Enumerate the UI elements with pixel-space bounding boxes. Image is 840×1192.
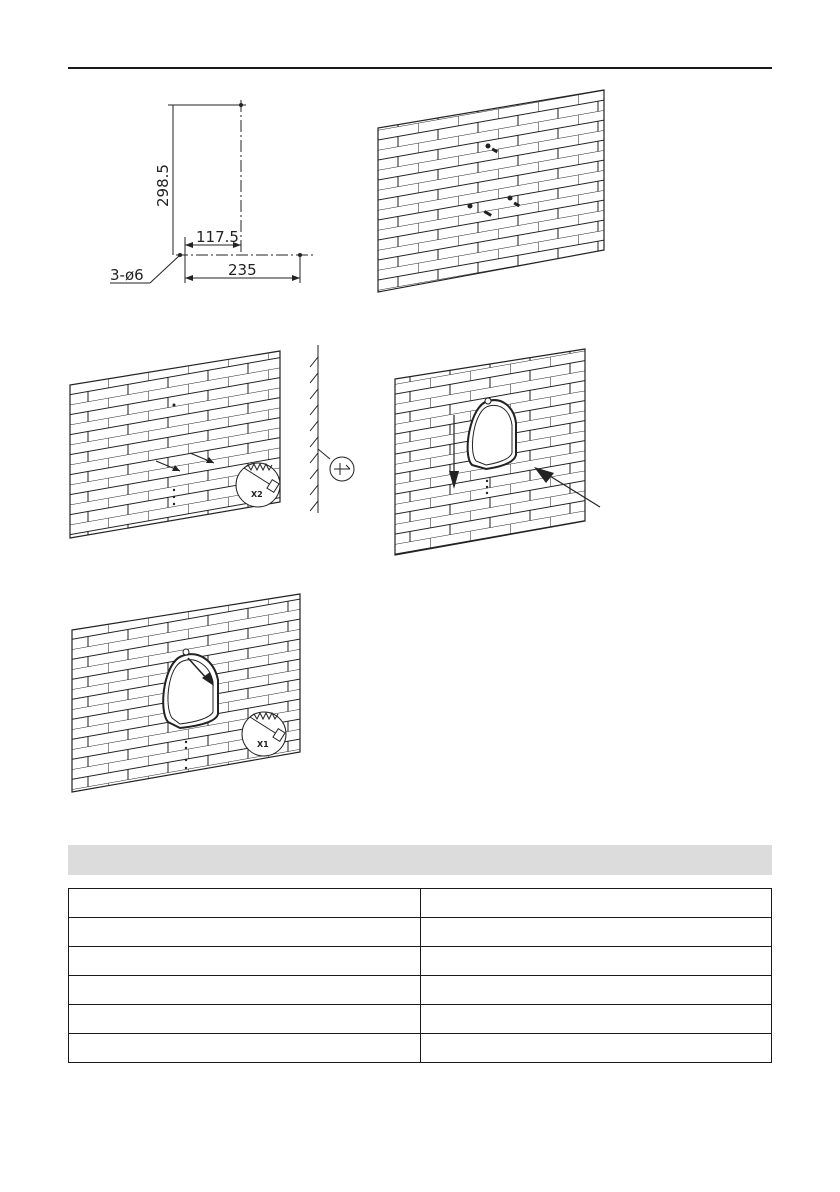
wall-drilling-illustration: [378, 90, 608, 295]
dimension-drawing: [100, 95, 330, 295]
hole-callout-label: 3-ø6: [110, 266, 144, 284]
table-cell: [69, 947, 421, 976]
table-row: [69, 889, 772, 918]
screw-qty-x1: X1: [257, 740, 269, 749]
table-cell: [420, 947, 772, 976]
table-cell: [69, 1005, 421, 1034]
table-cell: [69, 976, 421, 1005]
table-cell: [420, 889, 772, 918]
table-cell: [69, 1034, 421, 1063]
table-cell: [420, 918, 772, 947]
table-cell: [420, 976, 772, 1005]
table-cell: [69, 918, 421, 947]
table-row: [69, 947, 772, 976]
screw-icon: [236, 463, 280, 507]
section-header-band: [68, 845, 772, 875]
table-cell: [69, 889, 421, 918]
screw-icon: [242, 712, 286, 756]
table-row: [69, 1005, 772, 1034]
dim-width-label: 235: [228, 261, 257, 279]
table-cell: [420, 1005, 772, 1034]
table-row: [69, 1034, 772, 1063]
header-rule: [68, 67, 772, 69]
anchor-installation-illustration: [68, 345, 358, 540]
table-row: [69, 976, 772, 1005]
screw-qty-x2: X2: [251, 490, 263, 499]
table-row: [69, 918, 772, 947]
spec-table: [68, 888, 772, 1063]
dim-half-width-label: 117.5: [196, 228, 239, 246]
urinal-hanging-illustration: [390, 345, 620, 557]
urinal-fixing-illustration: [68, 590, 308, 795]
table-cell: [420, 1034, 772, 1063]
dim-height-label: 298.5: [154, 164, 172, 207]
